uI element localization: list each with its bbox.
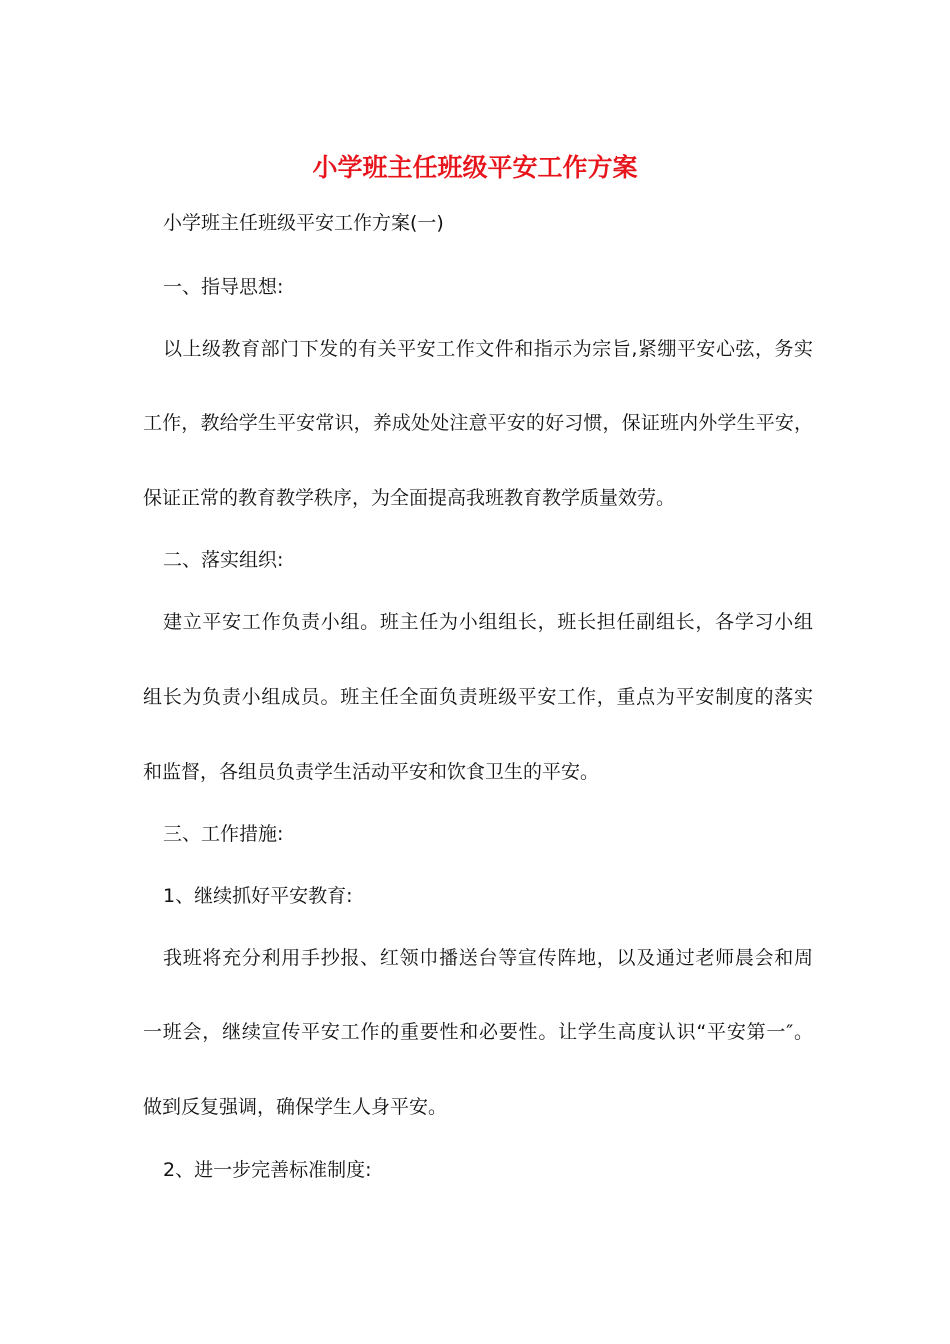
section-heading-guiding-ideology: 一、指导思想: — [163, 276, 284, 298]
paragraph-line: 工作，教给学生平安常识，养成处处注意平安的好习惯，保证班内外学生平安， — [143, 412, 813, 434]
paragraph-line: 保证正常的教育教学秩序，为全面提高我班教育教学质量效劳。 — [143, 487, 676, 509]
paragraph-line: 以上级教育部门下发的有关平安工作文件和指示为宗旨,紧绷平安心弦，务实 — [163, 338, 813, 360]
section-heading-organization: 二、落实组织: — [163, 549, 284, 571]
subtitle-line: 小学班主任班级平安工作方案(一) — [163, 212, 444, 234]
subsection-heading-standard-system: 2、进一步完善标准制度: — [163, 1159, 372, 1181]
paragraph-line: 做到反复强调，确保学生人身平安。 — [143, 1096, 448, 1118]
paragraph-line: 我班将充分利用手抄报、红领巾播送台等宣传阵地，以及通过老师晨会和周 — [163, 947, 813, 969]
paragraph-line: 和监督，各组员负责学生活动平安和饮食卫生的平安。 — [143, 761, 600, 783]
document-title: 小学班主任班级平安工作方案 — [312, 153, 638, 182]
paragraph-line: 一班会，继续宣传平安工作的重要性和必要性。让学生高度认识“平安第一″。 — [143, 1021, 813, 1043]
section-heading-work-measures: 三、工作措施: — [163, 823, 284, 845]
paragraph-line: 组长为负责小组成员。班主任全面负责班级平安工作，重点为平安制度的落实 — [143, 686, 813, 708]
paragraph-line: 建立平安工作负责小组。班主任为小组组长，班长担任副组长，各学习小组 — [163, 611, 813, 633]
subsection-heading-safety-education: 1、继续抓好平安教育: — [163, 885, 353, 907]
